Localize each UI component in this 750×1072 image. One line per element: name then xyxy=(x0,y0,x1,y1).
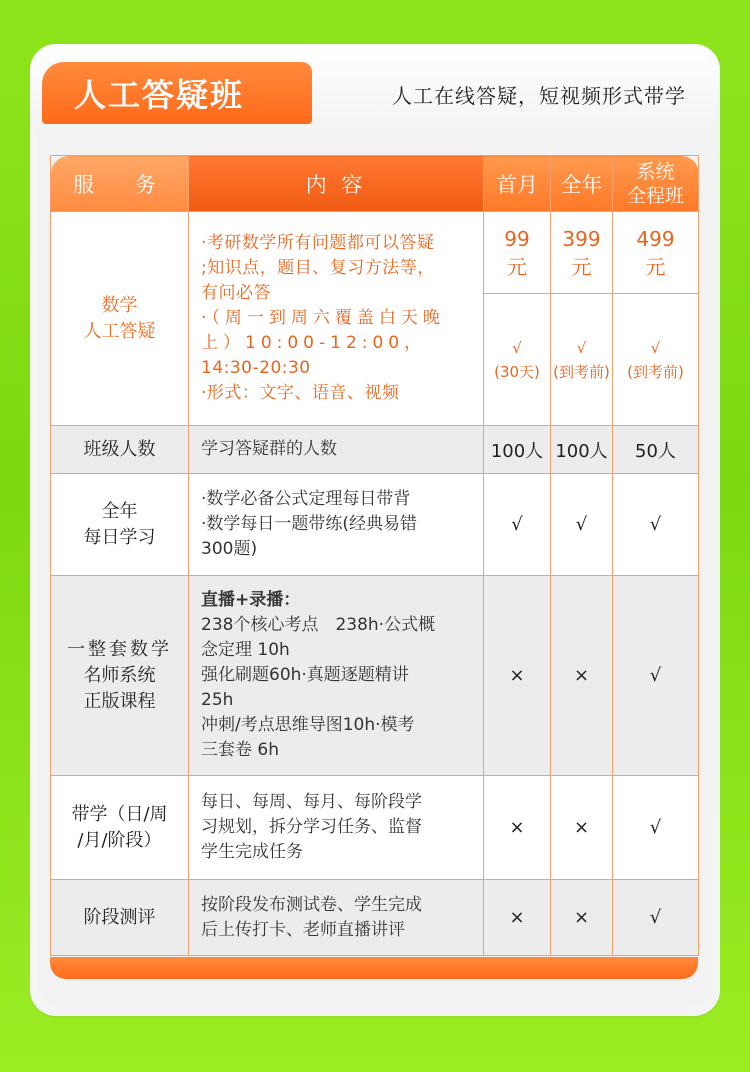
row-content-daily-study xyxy=(189,474,484,576)
row-content-course xyxy=(189,576,484,776)
service-line: 带学（日/周 xyxy=(71,803,168,825)
mark-full-year: √ xyxy=(551,474,613,576)
content-line: ·数学必备公式定理每日带背 xyxy=(201,489,411,509)
check-mark: √ xyxy=(512,338,522,357)
mark-full-course: 50人 xyxy=(613,426,699,474)
col-header-full-course xyxy=(613,156,699,212)
price-unit: 元 xyxy=(645,254,666,279)
content-line: 学生完成任务 xyxy=(201,842,303,862)
row-content-class-size xyxy=(189,426,484,474)
col-header-full-course-line2: 全程班 xyxy=(626,184,684,207)
col-header-content: 内 容 xyxy=(189,156,484,212)
service-comparison-table xyxy=(50,155,699,956)
price-unit: 元 xyxy=(571,254,592,279)
mark-first-month: √ xyxy=(484,474,551,576)
content-line: 学习答疑群的人数 xyxy=(201,439,337,459)
service-line: /月/阶段） xyxy=(77,829,162,851)
mark-full-year: 100人 xyxy=(551,426,613,474)
row-service-daily-study xyxy=(51,474,189,576)
row-content-math-qa xyxy=(189,212,484,426)
table-row xyxy=(51,426,699,474)
mark-first-month: × xyxy=(484,576,551,776)
mark-full-year: × xyxy=(551,776,613,880)
col-header-full-course-line1: 系统 xyxy=(636,160,675,183)
service-line: 一整套数学 xyxy=(67,638,172,660)
content-line: 有问必答 xyxy=(201,283,271,303)
price-value: 99 xyxy=(504,226,530,251)
content-line: 习规划，拆分学习任务、监督 xyxy=(201,817,422,837)
mark-first-month: 100人 xyxy=(484,426,551,474)
price-value: 499 xyxy=(636,226,675,251)
duration-note: (到考前) xyxy=(627,362,684,381)
service-line: 正版课程 xyxy=(83,690,156,712)
row-service-guided-study xyxy=(51,776,189,880)
service-line: 每日学习 xyxy=(83,526,156,548)
content-line: 上）10:00-12:00， xyxy=(201,333,427,353)
check-mark: √ xyxy=(650,338,661,357)
page-title: 人工答疑班 xyxy=(42,62,312,124)
content-line: 后上传打卡、老师直播讲评 xyxy=(201,919,405,940)
table-row xyxy=(51,212,699,294)
price-full-year xyxy=(551,212,613,294)
content-line: ;知识点，题目、复习方法等， xyxy=(201,258,435,278)
table-header-row xyxy=(51,156,699,212)
table-row xyxy=(51,576,699,776)
content-line: 300题) xyxy=(201,539,258,559)
row-content-guided-study xyxy=(189,776,484,880)
price-first-month xyxy=(484,212,551,294)
content-line: ·考研数学所有问题都可以答疑 xyxy=(201,233,435,253)
page-subtitle: 人工在线答疑，短视频形式带学 xyxy=(392,84,686,108)
mark-full-year: × xyxy=(551,576,613,776)
mark-first-month: × xyxy=(484,776,551,880)
content-line: 按阶段发布测试卷、学生完成 xyxy=(201,894,422,915)
content-line: 直播+录播： xyxy=(201,590,301,610)
content-line: 每日、每周、每月、每阶段学 xyxy=(201,792,422,812)
row-content-stage-test xyxy=(189,880,484,956)
table-row xyxy=(51,880,699,956)
price-full-course xyxy=(613,212,699,294)
mark-first-month: × xyxy=(484,880,551,956)
content-line: ·数学每日一题带练(经典易错 xyxy=(201,514,418,534)
content-line: 25h xyxy=(201,690,234,710)
service-line: 阶段测评 xyxy=(83,906,156,928)
content-line: ·（周一到周六覆盖白天晚 xyxy=(201,308,445,328)
row-service-math-qa xyxy=(51,212,189,426)
col-header-first-month: 首月 xyxy=(484,156,551,212)
col-header-full-year: 全年 xyxy=(551,156,613,212)
service-line: 数学 xyxy=(101,294,138,316)
service-line: 全年 xyxy=(101,500,138,522)
duration-note: (到考前) xyxy=(553,362,610,381)
mark-full-course xyxy=(613,294,699,426)
mark-full-course: √ xyxy=(613,576,699,776)
col-header-service: 服 务 xyxy=(51,156,189,212)
table-row xyxy=(51,474,699,576)
mark-full-course: √ xyxy=(613,880,699,956)
service-line: 名师系统 xyxy=(83,664,156,686)
mark-first-month xyxy=(484,294,551,426)
duration-note: (30天) xyxy=(494,362,540,381)
service-line: 人工答疑 xyxy=(83,320,156,342)
row-service-stage-test xyxy=(51,880,189,956)
price-unit: 元 xyxy=(507,254,527,279)
price-value: 399 xyxy=(562,226,601,251)
row-service-course xyxy=(51,576,189,776)
service-line: 班级人数 xyxy=(83,438,156,460)
table-row xyxy=(51,776,699,880)
mark-full-year xyxy=(551,294,613,426)
check-mark: √ xyxy=(576,338,587,357)
content-line: 14:30-20:30 xyxy=(201,358,311,378)
table-footer-bar xyxy=(50,957,698,979)
content-line: ·形式：文字、语音、视频 xyxy=(201,383,400,403)
mark-full-year: × xyxy=(551,880,613,956)
mark-full-course: √ xyxy=(613,474,699,576)
row-service-class-size xyxy=(51,426,189,474)
content-line: 强化刷题60h·真题逐题精讲 xyxy=(201,665,409,685)
content-line: 冲刺/考点思维导图10h·模考 xyxy=(201,715,415,735)
mark-full-course: √ xyxy=(613,776,699,880)
content-line: 念定理 10h xyxy=(201,640,290,660)
content-line: 三套卷 6h xyxy=(201,740,279,760)
content-line: 238个核心考点 238h·公式概 xyxy=(201,615,436,635)
